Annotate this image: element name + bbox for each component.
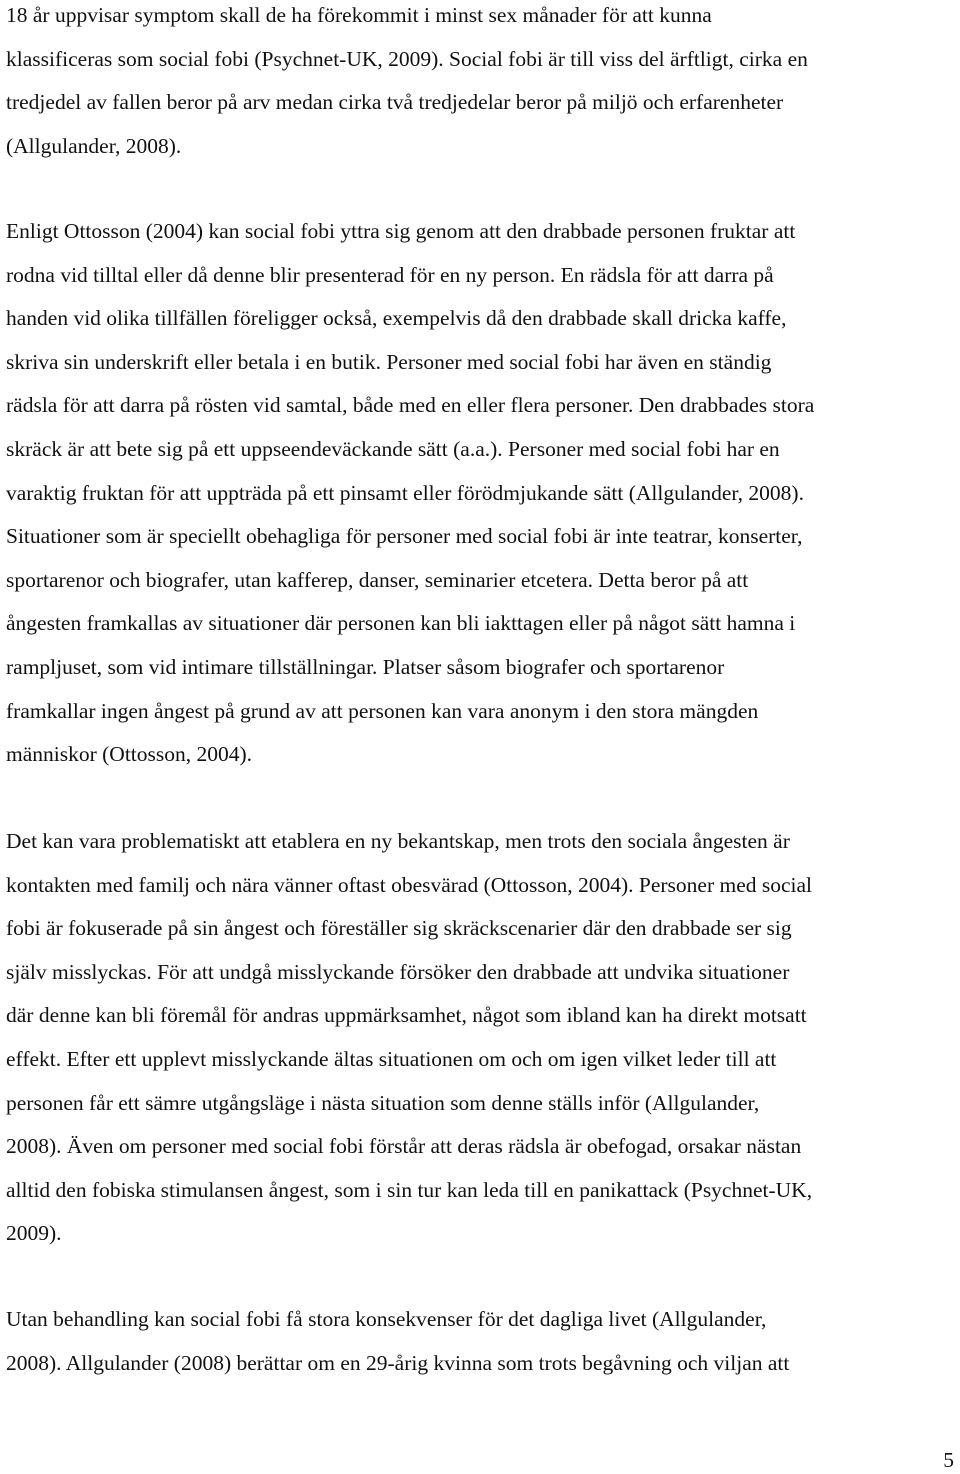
- text-line: Enligt Ottosson (2004) kan social fobi yttra sig genom att den drabbade personen fruktar att: [6, 219, 796, 243]
- text-line: rädsla för att darra på rösten vid samtal, både med en eller flera personer. Den drabbades stora: [6, 393, 815, 418]
- text-line: varaktig fruktan för att uppträda på ett pinsamt eller förödmjukande sätt (Allgulander, 2008).: [6, 480, 804, 505]
- text-line: personen får ett sämre utgångsläge i nästa situation som denne ställs inför (Allgulander,: [6, 1090, 760, 1115]
- text-line: 2008). Även om personer med social fobi förstår att deras rädsla är obefogad, orsakar nästan: [6, 1134, 802, 1159]
- paragraph-2: [6, 214, 956, 781]
- text-line: skräck är att bete sig på ett uppseendeväckande sätt (a.a.). Personer med social fobi har en: [6, 436, 780, 461]
- text-line: Utan behandling kan social fobi få stora konsekvenser för det dagliga livet (Allgulander,: [6, 1307, 767, 1331]
- text-line: själv misslyckas. För att undgå misslyckande försöker den drabbade att undvika situationer: [6, 959, 790, 984]
- text-line: alltid den fobiska stimulansen ångest, som i sin tur kan leda till en panikattack (Psychnet-UK,: [6, 1177, 813, 1202]
- text-line: kontakten med familj och nära vänner oftast obesvärad (Ottosson, 2004). Personer med social: [6, 872, 813, 897]
- text-line: effekt. Efter ett upplevt misslyckande ältas situationen om och om igen vilket leder till att: [6, 1046, 777, 1071]
- text-line: framkallar ingen ångest på grund av att personen kan vara anonym i den stora mängden: [6, 698, 759, 723]
- paragraph-4: [6, 1302, 956, 1389]
- page-number: 5: [943, 1448, 954, 1472]
- text-line: rampljuset, som vid intimare tillställningar. Platser såsom biografer och sportarenor: [6, 654, 725, 679]
- paragraph-3: [6, 824, 956, 1260]
- text-line: sportarenor och biografer, utan kafferep, danser, seminarier etcetera. Detta beror på att: [6, 567, 749, 592]
- text-line: fobi är fokuserade på sin ångest och föreställer sig skräckscenarier där den drabbade ser sig: [6, 916, 792, 941]
- text-line: handen vid olika tillfällen föreligger också, exempelvis då den drabbade skall dricka kaffe,: [6, 306, 787, 331]
- text-line: Det kan vara problematiskt att etablera en ny bekantskap, men trots den sociala ångesten är: [6, 829, 790, 853]
- text-line: där denne kan bli föremål för andras uppmärksamhet, något som ibland kan ha direkt motsatt: [6, 1003, 807, 1028]
- text-line: 18 år uppvisar symptom skall de ha förekommit i minst sex månader för att kunna: [6, 3, 712, 27]
- text-line: rodna vid tilltal eller då denne blir presenterad för en ny person. En rädsla för att darra på: [6, 262, 774, 287]
- text-line: Situationer som är speciellt obehagliga för personer med social fobi är inte teatrar, konserter,: [6, 524, 803, 549]
- text-line: tredjedel av fallen beror på arv medan cirka två tredjedelar beror på miljö och erfarenheter: [6, 90, 784, 115]
- text-line: klassificeras som social fobi (Psychnet-UK, 2009). Social fobi är till viss del ärftligt, cirka en: [6, 46, 808, 71]
- text-line: skriva sin underskrift eller betala i en butik. Personer med social fobi har även en ständig: [6, 349, 772, 374]
- text-line: 2009).: [6, 1221, 62, 1246]
- text-line: ångesten framkallas av situationer där personen kan bli iakttagen eller på något sätt hamna i: [6, 611, 796, 636]
- text-line: (Allgulander, 2008).: [6, 133, 182, 158]
- paragraph-1: [6, 0, 956, 172]
- text-line: 2008). Allgulander (2008) berättar om en 29-årig kvinna som trots begåvning och viljan att: [6, 1350, 790, 1375]
- text-line: människor (Ottosson, 2004).: [6, 742, 253, 767]
